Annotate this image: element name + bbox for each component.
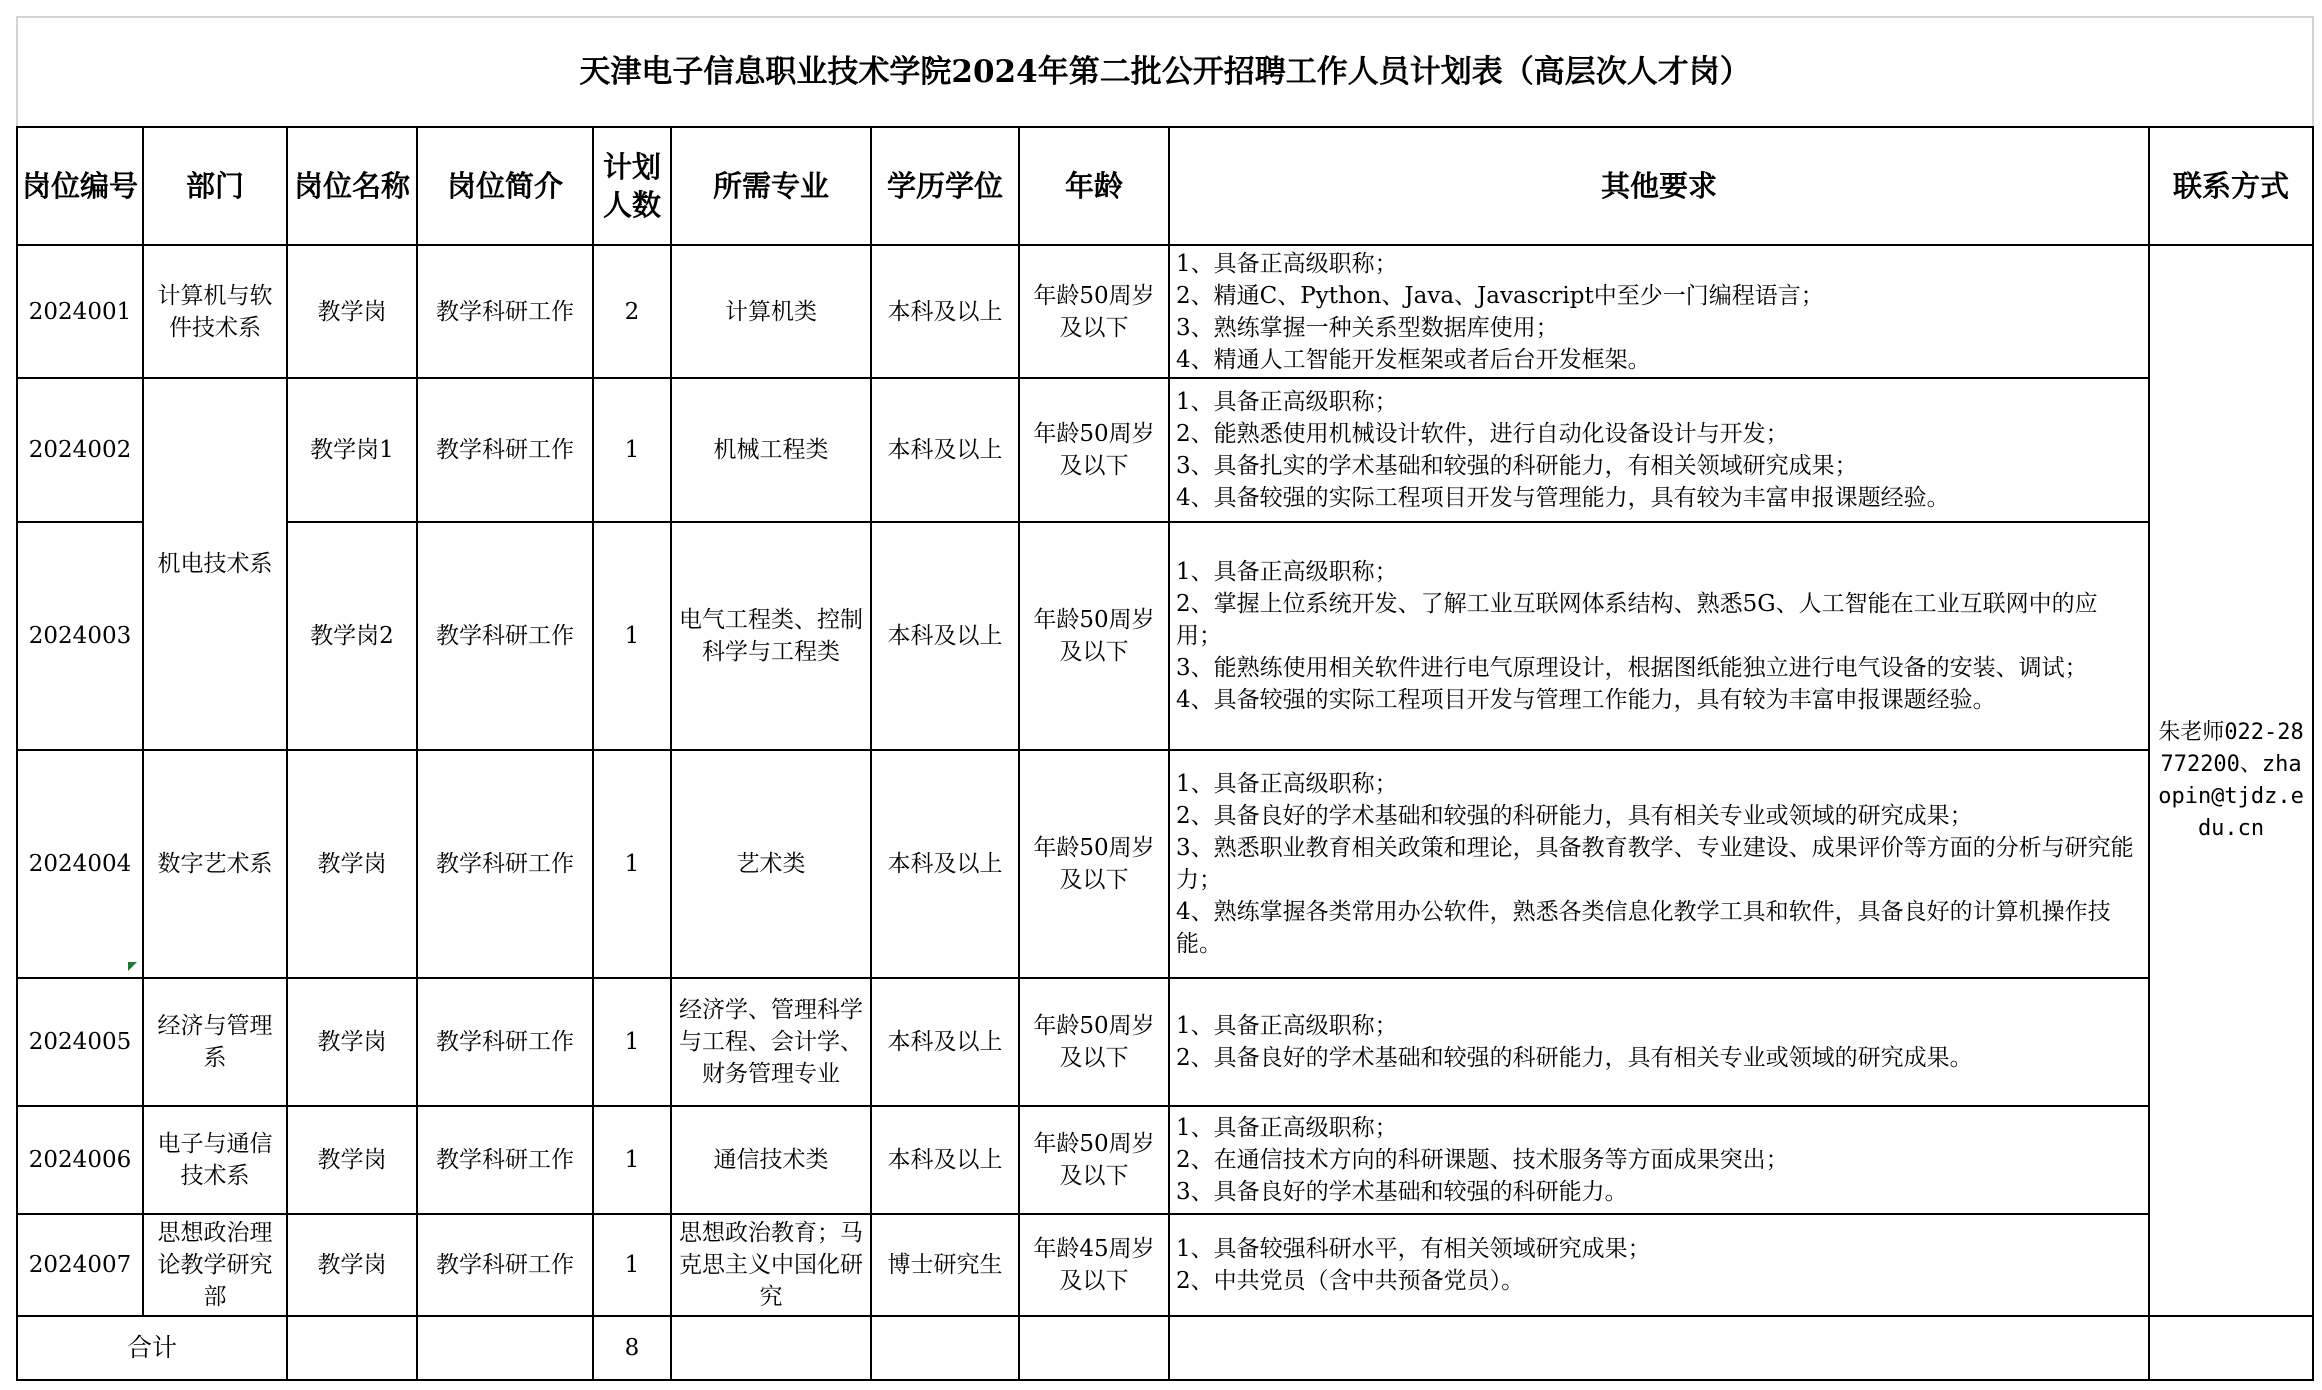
post-id-cell: 2024004 bbox=[17, 750, 143, 978]
header-age: 年龄 bbox=[1019, 127, 1169, 245]
total-count: 8 bbox=[593, 1316, 671, 1380]
table-row bbox=[17, 1106, 2313, 1214]
major-cell: 艺术类 bbox=[671, 750, 871, 978]
table-row bbox=[17, 378, 2313, 522]
post-intro-cell: 教学科研工作 bbox=[417, 978, 593, 1106]
plan-count-cell: 1 bbox=[593, 978, 671, 1106]
department-cell: 机电技术系 bbox=[143, 378, 287, 750]
education-cell: 博士研究生 bbox=[871, 1214, 1019, 1316]
post-id-cell: 2024006 bbox=[17, 1106, 143, 1214]
requirement-line: 2、在通信技术方向的科研课题、技术服务等方面成果突出； bbox=[1176, 1147, 1789, 1173]
education-cell: 本科及以上 bbox=[871, 522, 1019, 750]
table-row bbox=[17, 245, 2313, 378]
requirement-line: 2、能熟悉使用机械设计软件，进行自动化设备设计与开发； bbox=[1176, 421, 1789, 447]
department-cell: 思想政治理论教学研究部 bbox=[143, 1214, 287, 1316]
contact-cell: 朱老师022-28772200、zhaopin@tjdz.edu.cn bbox=[2149, 245, 2313, 1316]
header-post-name: 岗位名称 bbox=[287, 127, 417, 245]
total-label: 合计 bbox=[17, 1316, 287, 1380]
major-cell: 思想政治教育；马克思主义中国化研究 bbox=[671, 1214, 871, 1316]
requirement-line: 1、具备正高级职称； bbox=[1176, 1013, 1398, 1039]
age-cell: 年龄50周岁及以下 bbox=[1019, 1106, 1169, 1214]
post-name-cell: 教学岗 bbox=[287, 245, 417, 378]
requirement-line: 2、精通C、Python、Java、Javascript中至少一门编程语言； bbox=[1176, 282, 1824, 309]
plan-count-cell: 1 bbox=[593, 1106, 671, 1214]
requirements-cell bbox=[1169, 978, 2149, 1106]
education-cell: 本科及以上 bbox=[871, 245, 1019, 378]
post-name-cell: 教学岗 bbox=[287, 1106, 417, 1214]
table-row bbox=[17, 522, 2313, 750]
requirement-line: 4、具备较强的实际工程项目开发与管理能力，具有较为丰富申报课题经验。 bbox=[1176, 485, 1950, 511]
requirement-line: 1、具备正高级职称； bbox=[1176, 250, 1398, 277]
requirement-line: 1、具备正高级职称； bbox=[1176, 1115, 1398, 1141]
age-cell: 年龄50周岁及以下 bbox=[1019, 245, 1169, 378]
requirement-line: 3、能熟练使用相关软件进行电气原理设计，根据图纸能独立进行电气设备的安装、调试； bbox=[1176, 655, 2088, 681]
requirement-line: 1、具备正高级职称； bbox=[1176, 559, 1398, 585]
header-row bbox=[17, 127, 2313, 245]
education-cell: 本科及以上 bbox=[871, 378, 1019, 522]
plan-count-cell: 1 bbox=[593, 378, 671, 522]
education-cell: 本科及以上 bbox=[871, 1106, 1019, 1214]
requirements-cell bbox=[1169, 522, 2149, 750]
cell-comment-marker-icon bbox=[128, 962, 137, 971]
major-cell: 电气工程类、控制科学与工程类 bbox=[671, 522, 871, 750]
post-name-cell: 教学岗 bbox=[287, 750, 417, 978]
total-empty-cell bbox=[287, 1316, 417, 1380]
major-cell: 机械工程类 bbox=[671, 378, 871, 522]
requirement-line: 1、具备较强科研水平，有相关领域研究成果； bbox=[1176, 1236, 1651, 1262]
post-id-cell: 2024001 bbox=[17, 245, 143, 378]
header-department: 部门 bbox=[143, 127, 287, 245]
header-plan-count: 计划人数 bbox=[593, 127, 671, 245]
post-id-cell: 2024002 bbox=[17, 378, 143, 522]
age-cell: 年龄50周岁及以下 bbox=[1019, 378, 1169, 522]
post-intro-cell: 教学科研工作 bbox=[417, 1106, 593, 1214]
plan-count-cell: 1 bbox=[593, 522, 671, 750]
age-cell: 年龄50周岁及以下 bbox=[1019, 522, 1169, 750]
total-empty-cell bbox=[2149, 1316, 2313, 1380]
education-cell: 本科及以上 bbox=[871, 750, 1019, 978]
department-cell: 电子与通信技术系 bbox=[143, 1106, 287, 1214]
requirements-cell bbox=[1169, 245, 2149, 378]
requirement-line: 1、具备正高级职称； bbox=[1176, 771, 1398, 797]
header-education: 学历学位 bbox=[871, 127, 1019, 245]
department-cell: 数字艺术系 bbox=[143, 750, 287, 978]
total-row bbox=[17, 1316, 2313, 1380]
total-empty-cell bbox=[871, 1316, 1019, 1380]
requirement-line: 2、具备良好的学术基础和较强的科研能力，具有相关专业或领域的研究成果。 bbox=[1176, 1045, 1973, 1071]
plan-count-cell: 1 bbox=[593, 1214, 671, 1316]
post-id-cell: 2024005 bbox=[17, 978, 143, 1106]
post-name-cell: 教学岗2 bbox=[287, 522, 417, 750]
post-intro-cell: 教学科研工作 bbox=[417, 378, 593, 522]
header-post-id: 岗位编号 bbox=[17, 127, 143, 245]
education-cell: 本科及以上 bbox=[871, 978, 1019, 1106]
major-cell: 通信技术类 bbox=[671, 1106, 871, 1214]
age-cell: 年龄50周岁及以下 bbox=[1019, 978, 1169, 1106]
requirements-cell bbox=[1169, 1106, 2149, 1214]
table-row bbox=[17, 978, 2313, 1106]
page-title: 天津电子信息职业技术学院2024年第二批公开招聘工作人员计划表（高层次人才岗） bbox=[17, 17, 2313, 127]
plan-count-cell: 2 bbox=[593, 245, 671, 378]
requirement-line: 4、具备较强的实际工程项目开发与管理工作能力，具有较为丰富申报课题经验。 bbox=[1176, 687, 1996, 713]
table-row bbox=[17, 750, 2313, 978]
post-name-cell: 教学岗1 bbox=[287, 378, 417, 522]
post-intro-cell: 教学科研工作 bbox=[417, 1214, 593, 1316]
header-other-requirements: 其他要求 bbox=[1169, 127, 2149, 245]
requirement-line: 2、中共党员（含中共预备党员）。 bbox=[1176, 1268, 1525, 1294]
department-cell: 经济与管理系 bbox=[143, 978, 287, 1106]
post-name-cell: 教学岗 bbox=[287, 1214, 417, 1316]
requirement-line: 3、熟练掌握一种关系型数据库使用； bbox=[1176, 314, 1559, 341]
major-cell: 计算机类 bbox=[671, 245, 871, 378]
recruitment-table bbox=[16, 16, 2314, 1381]
requirements-cell bbox=[1169, 1214, 2149, 1316]
requirement-line: 4、精通人工智能开发框架或者后台开发框架。 bbox=[1176, 346, 1651, 373]
post-id-cell: 2024003 bbox=[17, 522, 143, 750]
total-empty-cell bbox=[1019, 1316, 1169, 1380]
total-empty-cell bbox=[417, 1316, 593, 1380]
total-empty-cell bbox=[1169, 1316, 2149, 1380]
post-name-cell: 教学岗 bbox=[287, 978, 417, 1106]
requirement-line: 3、熟悉职业教育相关政策和理论，具备教育教学、专业建设、成果评价等方面的分析与研究能力； bbox=[1176, 835, 2134, 893]
post-intro-cell: 教学科研工作 bbox=[417, 750, 593, 978]
header-contact: 联系方式 bbox=[2149, 127, 2313, 245]
requirement-line: 2、具备良好的学术基础和较强的科研能力，具有相关专业或领域的研究成果； bbox=[1176, 803, 1973, 829]
major-cell: 经济学、管理科学与工程、会计学、财务管理专业 bbox=[671, 978, 871, 1106]
requirement-line: 4、熟练掌握各类常用办公软件，熟悉各类信息化教学工具和软件，具备良好的计算机操作技能。 bbox=[1176, 899, 2111, 957]
post-id-cell: 2024007 bbox=[17, 1214, 143, 1316]
requirements-cell bbox=[1169, 750, 2149, 978]
total-empty-cell bbox=[671, 1316, 871, 1380]
recruitment-plan-sheet bbox=[16, 16, 2312, 1381]
requirement-line: 3、具备扎实的学术基础和较强的科研能力，有相关领域研究成果； bbox=[1176, 453, 1858, 479]
requirement-line: 3、具备良好的学术基础和较强的科研能力。 bbox=[1176, 1179, 1628, 1205]
post-intro-cell: 教学科研工作 bbox=[417, 522, 593, 750]
plan-count-cell: 1 bbox=[593, 750, 671, 978]
requirements-cell bbox=[1169, 378, 2149, 522]
department-cell: 计算机与软件技术系 bbox=[143, 245, 287, 378]
header-post-intro: 岗位简介 bbox=[417, 127, 593, 245]
header-major: 所需专业 bbox=[671, 127, 871, 245]
age-cell: 年龄50周岁及以下 bbox=[1019, 750, 1169, 978]
requirement-line: 1、具备正高级职称； bbox=[1176, 389, 1398, 415]
table-row bbox=[17, 1214, 2313, 1316]
age-cell: 年龄45周岁及以下 bbox=[1019, 1214, 1169, 1316]
requirement-line: 2、掌握上位系统开发、了解工业互联网体系结构、熟悉5G、人工智能在工业互联网中的应用； bbox=[1176, 591, 2098, 649]
post-intro-cell: 教学科研工作 bbox=[417, 245, 593, 378]
